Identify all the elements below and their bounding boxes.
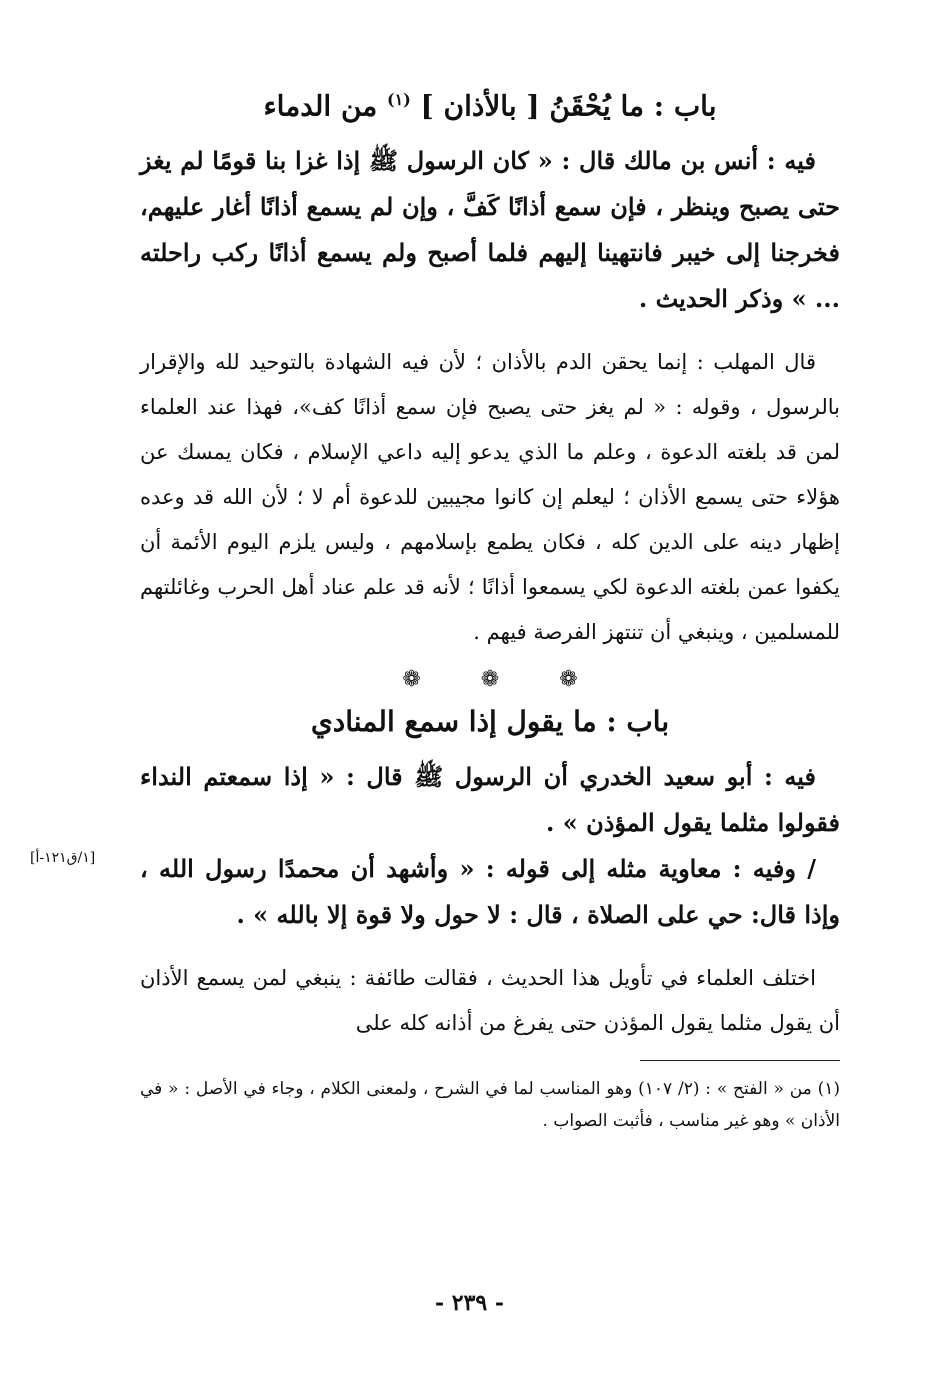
section-2-title: باب : ما يقول إذا سمع المنادي (310, 705, 670, 739)
section-1-commentary: قال المهلب : إنما يحقن الدم بالأذان ؛ لأن فيه الشهادة بالتوحيد لله والإقرار بالرسول ، وقوله : « لم يغز حتى يصبح فإن سمع أذانًا كف»، فهذا عند العلماء لمن قد بلغته الدعوة ، وعلم ما الذي يدعو إليه داعي الإسلام ، فكان يمسك عن هؤلاء حتى يسمع الأذان ؛ ليعلم إن كانوا مجيبين للدعوة أم لا ؛ لأن الله قد وعده إظهار دينه على الدين كله ، فكان يطمع بإسلامهم ، وليس يلزم اليوم الأئمة أن يكفوا عمن بلغته الدعوة لكي يسمعوا أذانًا ؛ لأنه قد علم عناد أهل الحرب وغائلتهم للمسلمين ، وينبغي أن تنتهز الفرصة فيهم . (140, 350, 840, 645)
section-2-hadith-2-block (30, 846, 840, 938)
separator-star-icon: ❁ (559, 667, 578, 693)
footnote-divider (640, 1060, 840, 1061)
separator-star-icon: ❁ (480, 667, 500, 693)
manuscript-folio-ref: [١/ق١٢١-أ] (30, 850, 96, 867)
footnote-marker: (١) (387, 90, 411, 109)
section-2-hadith-2: / وفيه : معاوية مثله إلى قوله : « وأشهد أن محمدًا رسول الله ، وإذا قال: حي على الصلاة ، قال : لا حول ولا قوة إلا بالله » . (140, 854, 840, 930)
section-1-title-text: باب : ما يُحْقَنُ [ بالأذان ] (420, 89, 717, 123)
separator-star-icon: ❁ (402, 667, 421, 693)
page-body (30, 80, 840, 1137)
section-2-hadith-1: فيه : أبو سعيد الخدري أن الرسول ﷺ قال : « إذا سمعتم النداء فقولوا مثلما يقول المؤذن » . (140, 762, 840, 838)
page-number: - ٢٣٩ - (434, 1290, 505, 1316)
section-1-title-suffix: من الدماء (263, 89, 378, 123)
footnote-text: (١) من « الفتح » : (٢/ ١٠٧) وهو المناسب لما في الشرح ، ولمعنى الكلام ، وجاء في الأصل : « في الأذان » وهو غير مناسب ، فأثبت الصواب . (140, 1079, 840, 1132)
section-separator (140, 667, 840, 692)
section-2-commentary: اختلف العلماء في تأويل هذا الحديث ، فقالت طائفة : ينبغي لمن يسمع الأذان أن يقول مثلما يقول المؤذن حتى يفرغ من أذانه كله على (140, 966, 840, 1036)
section-1-title (140, 80, 840, 126)
section-1-hadith: فيه : أنس بن مالك قال : « كان الرسول ﷺ إذا غزا بنا قومًا لم يغز حتى يصبح وينظر ، فإن سمع أذانًا كَفَّ ، وإن لم يسمع أذانًا أغار عليهم، فخرجنا إلى خيبر فانتهينا إليهم فلما أصبح ولم يسمع أذانًا ركب راحلته ... » وذكر الحديث . (140, 146, 840, 314)
